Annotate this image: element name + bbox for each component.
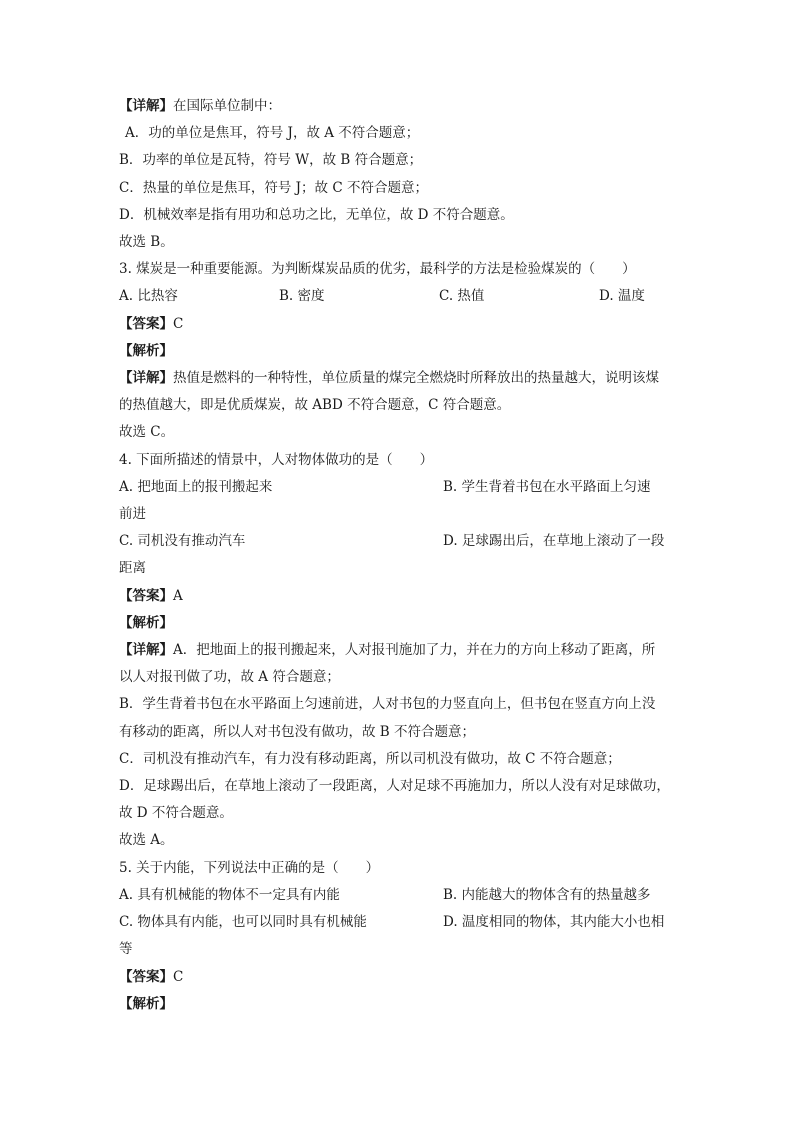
q5-options-row-1 xyxy=(119,882,679,909)
q2-conclusion: 故选 B。 xyxy=(119,234,174,251)
q2-line-b: B．功率的单位是瓦特，符号 W，故 B 符合题意； xyxy=(119,152,423,169)
q3-analysis-tag: 【解析】 xyxy=(119,342,173,359)
q4-detail-line-7: 故 D 不符合题意。 xyxy=(119,805,233,822)
q4-option-b-wrap: 前进 xyxy=(119,506,146,523)
q3-conclusion: 故选 C。 xyxy=(119,424,175,441)
q4-conclusion: 故选 A。 xyxy=(119,832,174,849)
q4-detail-line-6: D．足球踢出后，在草地上滚动了一段距离，人对足球不再施加力，所以人没有对足球做功， xyxy=(119,778,670,795)
q3-option-d: D. 温度 xyxy=(599,288,645,305)
q5-stem: 5. 关于内能，下列说法中正确的是（ ） xyxy=(119,859,380,876)
q3-detail-text-1: 热值是燃料的一种特性，单位质量的煤完全燃烧时所释放出的热量越大，说明该煤 xyxy=(173,370,659,387)
q4-option-c: C. 司机没有推动汽车 xyxy=(119,533,246,550)
detail-tag: 【详解】 xyxy=(119,370,173,387)
q2-line-a: A．功的单位是焦耳，符号 J，故 A 不符合题意； xyxy=(125,125,420,142)
q3-answer xyxy=(119,311,679,338)
q5-option-a: A. 具有机械能的物体不一定具有内能 xyxy=(119,886,340,903)
detail-tag: 【详解】 xyxy=(119,98,173,114)
q5-analysis-tag: 【解析】 xyxy=(119,995,173,1012)
answer-tag: 【答案】 xyxy=(119,587,173,604)
q5-option-d: D. 温度相同的物体，其内能大小也相 xyxy=(443,914,665,931)
q3-option-c: C. 热值 xyxy=(439,288,485,305)
q2-line-c: C．热量的单位是焦耳，符号 J；故 C 不符合题意； xyxy=(119,179,428,196)
q4-detail-line-1 xyxy=(119,637,679,664)
q2-line-d: D．机械效率是指有用功和总功之比，无单位，故 D 不符合题意。 xyxy=(119,206,514,223)
page-content xyxy=(119,93,679,1018)
q4-options-row-2 xyxy=(119,528,679,555)
answer-tag: 【答案】 xyxy=(119,968,173,985)
q3-options xyxy=(119,283,679,310)
q4-detail-line-4: 有移动的距离，所以人对书包没有做功，故 B 不符合题意； xyxy=(119,723,476,740)
q3-answer-value: C xyxy=(173,315,184,332)
q4-answer-value: A xyxy=(173,587,183,604)
q3-detail-line-1 xyxy=(119,365,679,392)
q5-option-d-wrap: 等 xyxy=(119,941,133,958)
q4-answer xyxy=(119,583,679,610)
q3-option-b: B. 密度 xyxy=(279,288,325,305)
q2-detail-intro: 在国际单位制中： xyxy=(173,98,281,114)
q4-option-a: A. 把地面上的报刊搬起来 xyxy=(119,478,273,495)
q4-detail-line-3: B．学生背着书包在水平路面上匀速前进，人对书包的力竖直向上，但书包在竖直方向上没 xyxy=(119,696,656,713)
q4-analysis-tag: 【解析】 xyxy=(119,614,173,631)
q5-option-b: B. 内能越大的物体含有的热量越多 xyxy=(443,886,651,903)
q4-detail-text-1: A．把地面上的报刊搬起来，人对报刊施加了力，并在力的方向上移动了距离，所 xyxy=(173,642,656,659)
q4-option-b: B. 学生背着书包在水平路面上匀速 xyxy=(443,478,651,495)
detail-tag: 【详解】 xyxy=(119,642,173,659)
q5-answer xyxy=(119,964,679,991)
q4-stem: 4. 下面所描述的情景中，人对物体做功的是（ ） xyxy=(119,451,434,468)
q2-detail-line xyxy=(119,93,679,120)
q4-option-d: D. 足球踢出后，在草地上滚动了一段 xyxy=(443,533,665,550)
q3-stem: 3. 煤炭是一种重要能源。为判断煤炭品质的优劣，最科学的方法是检验煤炭的（ ） xyxy=(119,261,636,278)
answer-tag: 【答案】 xyxy=(119,315,173,332)
q3-option-a: A. 比热容 xyxy=(119,288,178,305)
q3-detail-line-2: 的热值越大，即是优质煤炭，故 ABD 不符合题意，C 符合题意。 xyxy=(119,397,511,414)
q4-options-row-1 xyxy=(119,474,679,501)
q4-option-d-wrap: 距离 xyxy=(119,560,146,577)
q5-option-c: C. 物体具有内能，也可以同时具有机械能 xyxy=(119,914,367,931)
q5-answer-value: C xyxy=(173,968,184,985)
q5-options-row-2 xyxy=(119,909,679,936)
q4-detail-line-5: C．司机没有推动汽车，有力没有移动距离，所以司机没有做功，故 C 不符合题意； xyxy=(119,750,621,767)
q4-detail-line-2: 以人对报刊做了功，故 A 符合题意； xyxy=(119,669,340,686)
